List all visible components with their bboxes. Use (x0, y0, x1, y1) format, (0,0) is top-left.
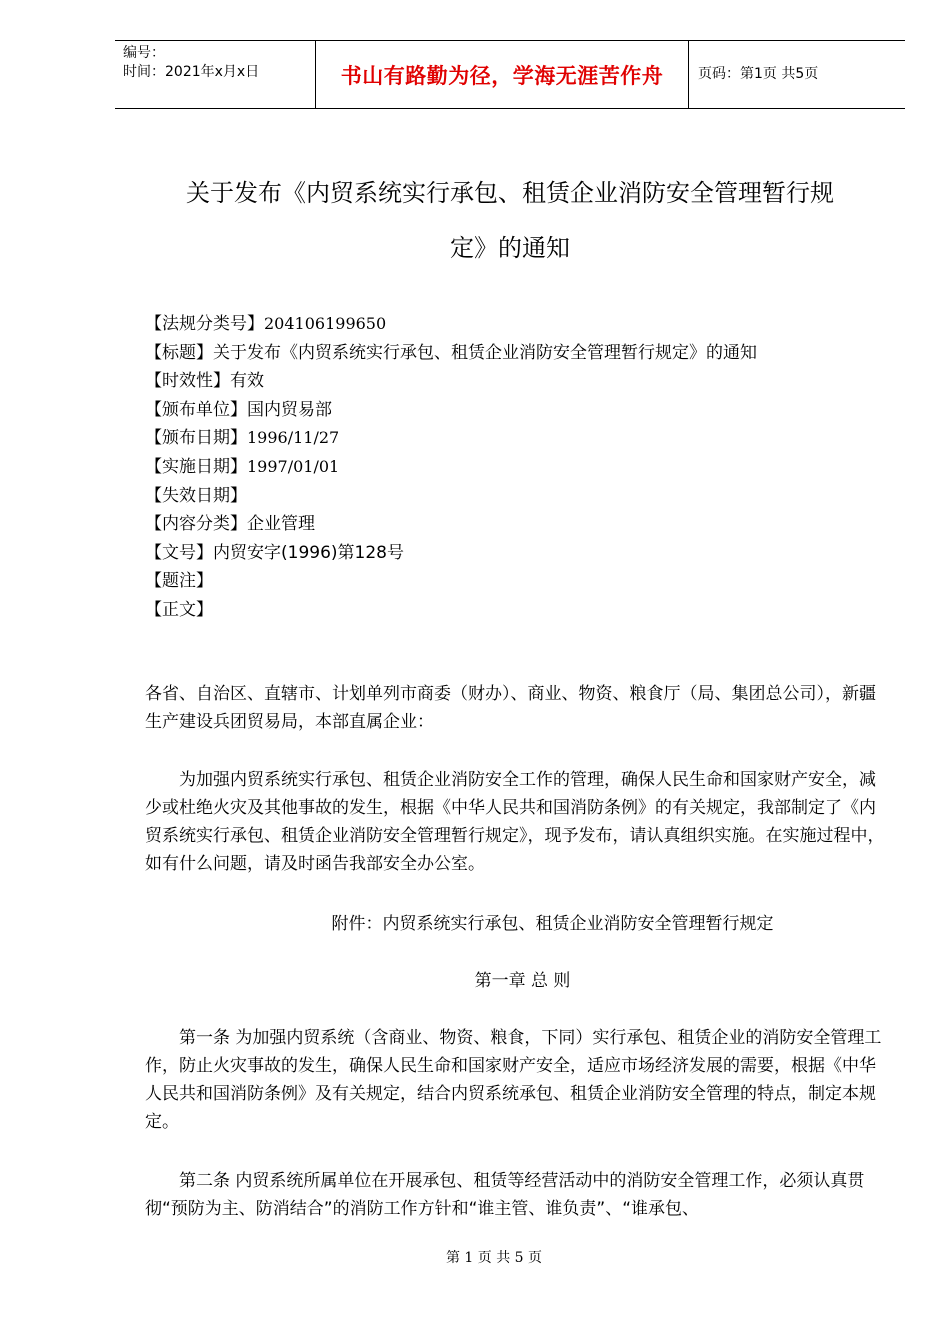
meta-value: 企业管理 (247, 514, 315, 535)
intro-paragraph: 为加强内贸系统实行承包、租赁企业消防安全工作的管理，确保人民生命和国家财产安全，减少或杜绝火灾及其他事故的发生，根据《中华人民共和国消防条例》的有关规定，我部制定了《内贸系统实行承包、租赁企业消防安全管理暂行规定》，现予发布，请认真组织实施。在实施过程中，如有什么问题，请及时函告我部安全办公室。 (145, 770, 885, 874)
meta-row (145, 339, 757, 368)
meta-label: 【时效性】 (145, 371, 230, 392)
meta-value: 内贸安字(1996)第128号 (213, 542, 404, 563)
header-info (123, 44, 259, 82)
header-page-info: 页码：第1页 共5页 (698, 66, 819, 82)
time-label: 时间：2021年x月x日 (123, 64, 260, 80)
header-motto: 书山有路勤为径，学海无涯苦作舟 (340, 63, 664, 88)
meta-row (145, 367, 757, 396)
doc-title-line2: 定》的通知 (450, 234, 570, 262)
meta-row (145, 453, 757, 482)
meta-label: 【文号】 (145, 542, 213, 563)
meta-value: 关于发布《内贸系统实行承包、租赁企业消防安全管理暂行规定》的通知 (213, 342, 757, 363)
page-footer: 第 1 页 共 5 页 (445, 1250, 543, 1266)
meta-value: 1997/01/01 (247, 456, 340, 476)
meta-label: 【法规分类号】 (145, 314, 264, 334)
article-2-paragraph: 第二条 内贸系统所属单位在开展承包、租赁等经营活动中的消防安全管理工作，必须认真贯彻“预防为主、防消结合”的消防工作方针和“谁主管、谁负责”、“谁承包、 (145, 1171, 865, 1219)
meta-value: 204106199650 (264, 314, 387, 333)
article-1-paragraph: 第一条 为加强内贸系统（含商业、物资、粮食，下同）实行承包、租赁企业的消防安全管理工作，防止火灾事故的发生，确保人民生命和国家财产安全，适应市场经济发展的需要，根据《中华人民共和国消防条例》及有关规定，结合内贸系统承包、租赁企业消防安全管理的特点，制定本规定。 (145, 1028, 882, 1132)
code-label: 编号： (123, 45, 165, 61)
meta-label: 【失效日期】 (145, 485, 247, 506)
addressee-paragraph: 各省、自治区、直辖市、计划单列市商委（财办）、商业、物资、粮食厅（局、集团总公司），新疆生产建设兵团贸易局，本部直属企业： (145, 684, 876, 732)
attachment-line: 附件：内贸系统实行承包、租赁企业消防安全管理暂行规定 (331, 914, 774, 934)
header-divider-right (688, 41, 689, 108)
meta-label: 【正文】 (145, 599, 213, 620)
meta-row (145, 510, 757, 539)
meta-row (145, 424, 757, 453)
meta-row (145, 567, 757, 596)
meta-row (145, 596, 757, 625)
meta-row (145, 539, 757, 568)
meta-value: 国内贸易部 (247, 399, 332, 420)
chapter-heading: 第一章 总 则 (474, 971, 571, 991)
meta-label: 【内容分类】 (145, 514, 247, 535)
meta-row (145, 310, 757, 339)
meta-label: 【颁布日期】 (145, 428, 247, 449)
meta-row (145, 482, 757, 511)
meta-label: 【颁布单位】 (145, 399, 247, 420)
meta-label: 【题注】 (145, 571, 213, 592)
meta-value: 1996/11/27 (247, 428, 340, 448)
meta-label: 【实施日期】 (145, 456, 247, 477)
doc-title-line1: 关于发布《内贸系统实行承包、租赁企业消防安全管理暂行规 (186, 179, 834, 207)
meta-list (145, 310, 757, 625)
meta-value: 有效 (230, 371, 264, 392)
meta-label: 【标题】 (145, 342, 213, 363)
meta-row (145, 396, 757, 425)
page-header (115, 40, 905, 109)
